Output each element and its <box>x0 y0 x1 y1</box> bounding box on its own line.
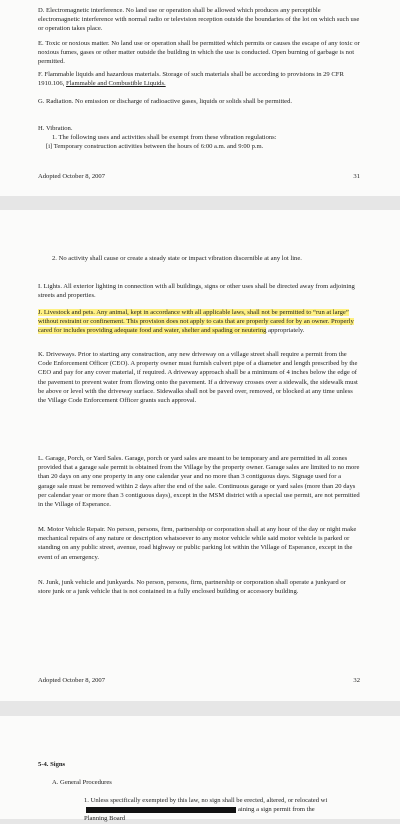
section-h-item-1-i: [i] Temporary construction activities between the hours of 6:00 a.m. and 9:00 p.m. <box>46 143 264 151</box>
page-number: 32 <box>353 677 360 684</box>
document-page-31 <box>0 0 400 196</box>
section-m-motor-vehicle: M. Motor Vehicle Repair. No person, persons, firm, partnership or corporation shall at any hour of the day or night make mechanical repairs of any nature or description whatsoever to any motor vehicle while said motor vehicle is parked or standing on any public street, avenue, road highway or public parking lot within the Village of Esperance, except in the event of an emergency. <box>38 526 357 561</box>
highlighted-text: J. Livestock and pets. Any animal, kept in accordance with all applicable laws, shall not be permitted to “run at large” without restraint or confinement. This provision does not apply to cats that are properly cared for by an owner. Properly cared for includes providing adequate food and water, shelter and spading or neutering <box>38 309 354 335</box>
page-footer <box>38 676 360 685</box>
page-footer <box>38 172 360 181</box>
redaction-mark <box>86 807 236 813</box>
section-n-junk: N. Junk, junk vehicle and junkyards. No person, persons, firm, partnership or corporation shall operate a junkyard or store junk or a junk vehicle that is not contained in a fully enclosed building or accessory building. <box>38 579 346 596</box>
section-e-toxic: E. Toxic or noxious matter. No land use or operation shall be permitted which permits or causes the escape of any toxic or noxious fumes, gases or other matter outside the building in which the use is conducted. Open burning of garbage is not permitted. <box>38 40 360 66</box>
document-page-33 <box>0 716 400 823</box>
section-f-link: Flammable and Combustible Liquids. <box>66 80 166 88</box>
section-g-radiation: G. Radiation. No emission or discharge of radioactive gases, liquids or solids shall be permitted. <box>38 98 293 105</box>
footer-adopted-date: Adopted October 8, 2007 <box>38 677 106 684</box>
section-h-vibration <box>38 124 360 152</box>
document-page-32 <box>0 210 400 701</box>
section-d-electromagnetic: D. Electromagnetic interference. No land use or operation shall be allowed which produces any perceptible electromagnetic interference with normal radio or television reception outside the boundaries of the lot on which such use or operation takes place. <box>38 7 360 33</box>
vibration-item-2: 2. No activity shall cause or create a steady state or impact vibration discernible at any lot line. <box>52 255 302 262</box>
section-h-item-1: 1. The following uses and activities shall be exempt from these vibration regulations: <box>52 134 277 142</box>
section-j-rest: appropriately. <box>266 327 305 335</box>
section-j-livestock <box>38 308 360 336</box>
section-f-flammable <box>38 70 360 88</box>
signs-item-1-last: Planning Board <box>84 815 126 823</box>
section-h-title: H. Vibration. <box>38 125 73 132</box>
section-title-signs: 5-4. Signs <box>38 761 66 768</box>
footer-adopted-date: Adopted October 8, 2007 <box>38 173 106 180</box>
section-i-lights: I. Lights. All exterior lighting in connection with all buildings, signs or other uses shall be directed away from adjoining streets and properties. <box>38 283 355 300</box>
signs-item-1-end: aining a sign permit from the <box>238 806 315 814</box>
signs-item-1-start: 1. Unless specifically exempted by this law, no sign shall be erected, altered, or relocated wi <box>84 797 328 804</box>
signs-item-1 <box>38 796 360 824</box>
general-procedures: A. General Procedures <box>52 779 112 786</box>
page-number: 31 <box>353 173 360 180</box>
section-f-text: F. Flammable liquids and hazardous materials. Storage of such materials shall be according to provisions in 29 CFR 1910.106, <box>38 71 344 88</box>
section-k-driveways: K. Driveways. Prior to starting any construction, any new driveway on a village street shall require a permit from the Code Enforcement Officer (CEO). A property owner must furnish culvert pipe of a diameter and length prescribed by the CEO and pay for any cover material, if required. A driveway approach shall be a minimum of 4 inches below the edge of the pavement to prevent water from flowing onto the pavement. If a driveway crosses over a sidewalk, the sidewalk must be above or level with the driveway surface. Sidewalks shall not be paved over, removed, or blocked at any time unless the Village Code Enforcement Officer grants such approval. <box>38 351 358 405</box>
section-l-garage-sales: L. Garage, Porch, or Yard Sales. Garage, porch or yard sales are meant to be temporary and are permitted in all zones provided that a garage sale permit is obtained from the Village by the property owner. Garage sales are limited to no more than 20 days on any one property in any one calendar year and no more than 3 contiguous days. Signage used for a garage sale must be removed within 2 days after the end of the sale. Continuous garage or yard sales (more than 20 days per calendar year or more than 3 contiguous days), except in the MSM district with a special use permit, are not permitted in the Village of Esperance. <box>38 455 360 509</box>
